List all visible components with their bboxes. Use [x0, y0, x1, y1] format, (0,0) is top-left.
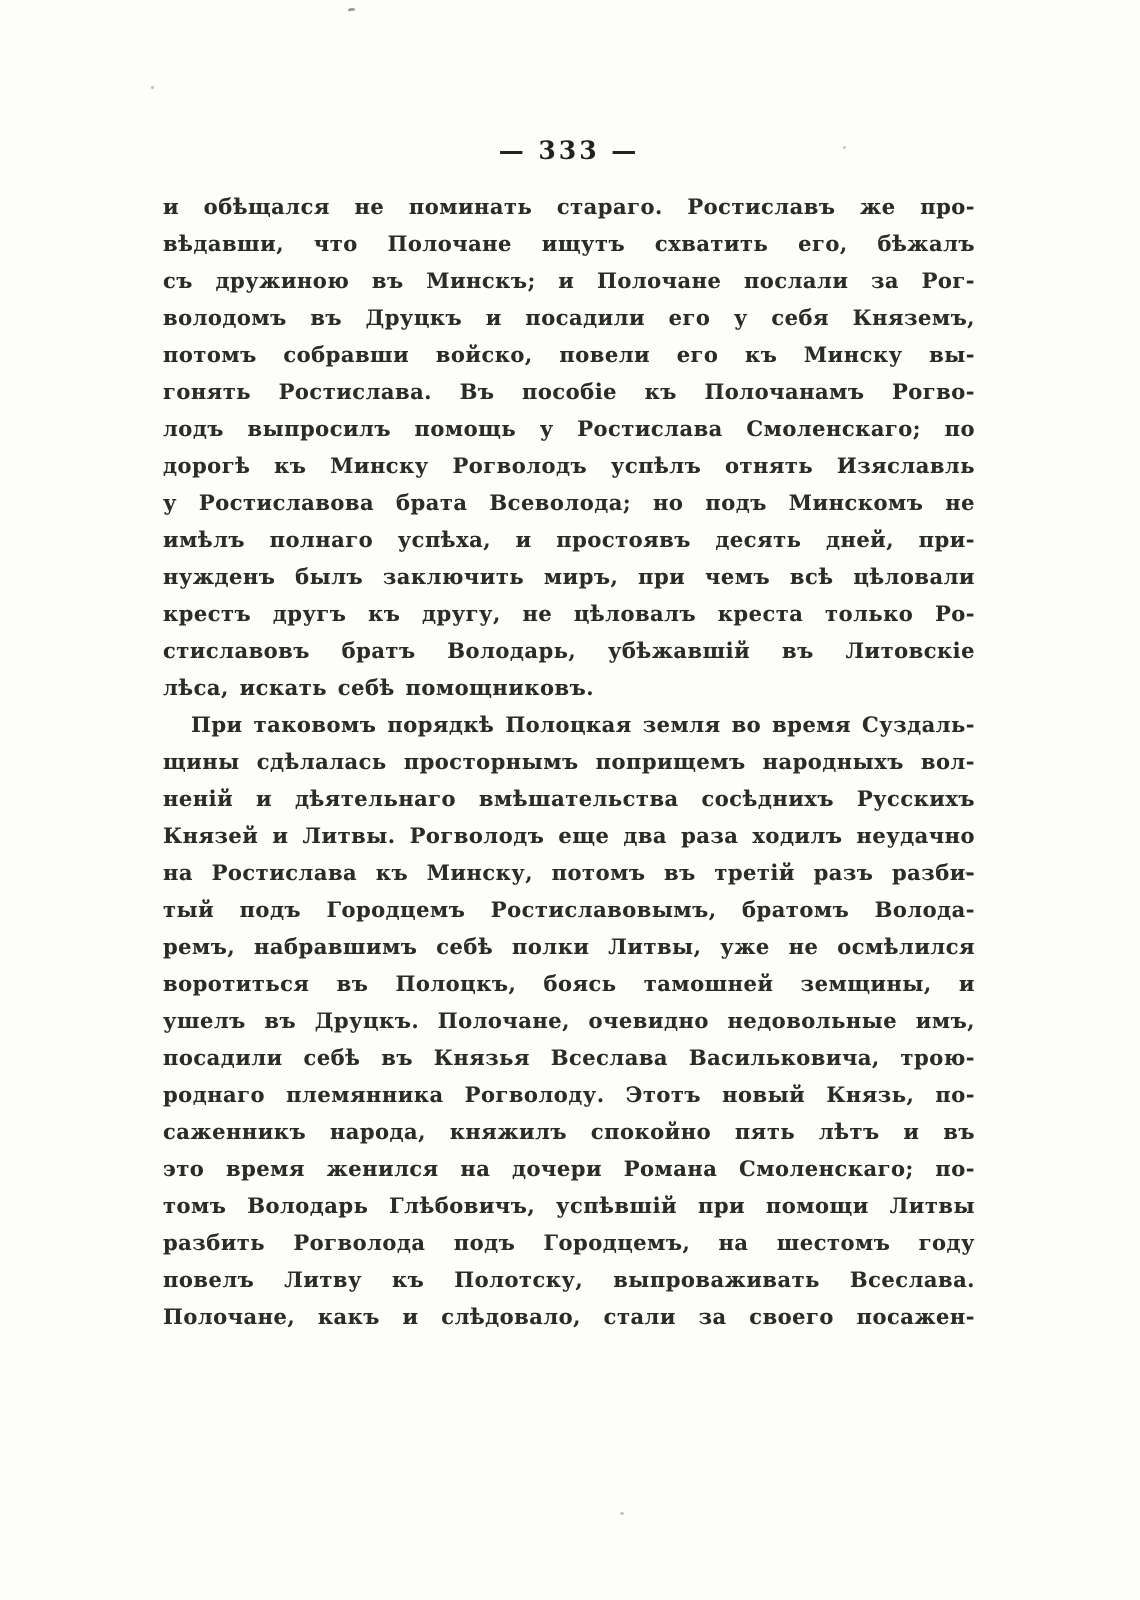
text-line: посадили себѣ въ Князья Всеслава Васильковича, трою- [163, 1045, 975, 1070]
text-block [163, 188, 975, 1335]
text-line: ушелъ въ Друцкъ. Полочане, очевидно недовольные имъ, [163, 1008, 975, 1033]
text-line: неній и дѣятельнаго вмѣшательства сосѣднихъ Русскихъ [163, 786, 975, 811]
text-line: имѣлъ полнаго успѣха, и простоявъ десять дней, при- [163, 527, 975, 552]
text-line: тый подъ Городцемъ Ростиславовымъ, братомъ Волода- [163, 897, 975, 922]
text-line: на Ростислава къ Минску, потомъ въ третій разъ разби- [163, 860, 975, 885]
scan-speck [151, 86, 154, 89]
text-line: Князей и Литвы. Рогволодъ еще два раза ходилъ неудачно [163, 823, 975, 848]
text-line: вѣдавши, что Полочане ищутъ схватить его, бѣжалъ [163, 231, 975, 256]
paragraph [163, 706, 975, 1335]
scan-speck [348, 8, 355, 12]
text-line: у Ростиславова брата Всеволода; но подъ Минскомъ не [163, 490, 975, 515]
text-line: саженникъ народа, княжилъ спокойно пять лѣтъ и въ [163, 1119, 975, 1144]
text-line: крестъ другъ къ другу, не цѣловалъ креста только Ро- [163, 601, 975, 626]
text-line: гонять Ростислава. Въ пособіе къ Полочанамъ Рогво- [163, 379, 975, 404]
text-line: съ дружиною въ Минскъ; и Полочане послали за Рог- [163, 268, 975, 293]
text-line: томъ Володарь Глѣбовичъ, успѣвшій при помощи Литвы [163, 1193, 975, 1218]
text-line: это время женился на дочери Романа Смоленскаго; по- [163, 1156, 975, 1181]
text-line: лодъ выпросилъ помощь у Ростислава Смоленскаго; по [163, 416, 975, 441]
text-line: потомъ собравши войско, повели его къ Минску вы- [163, 342, 975, 367]
text-line: дорогѣ къ Минску Рогволодъ успѣлъ отнять Изяславль [163, 453, 975, 478]
text-line: и обѣщался не поминать стараго. Ростиславъ же про- [163, 194, 975, 219]
text-line: При таковомъ порядкѣ Полоцкая земля во время Суздаль- [191, 712, 975, 737]
text-line: повелъ Литву къ Полотску, выпроваживать Всеслава. [163, 1267, 975, 1292]
text-line: разбить Рогволода подъ Городцемъ, на шестомъ году [163, 1230, 975, 1255]
text-line: воротиться въ Полоцкъ, боясь тамошней земщины, и [163, 971, 975, 996]
page-number-header: — 333 — [498, 136, 640, 165]
text-line: володомъ въ Друцкъ и посадили его у себя Княземъ, [163, 305, 975, 330]
text-line: роднаго племянника Рогволоду. Этотъ новый Князь, по- [163, 1082, 975, 1107]
text-line: щины сдѣлалась просторнымъ поприщемъ народныхъ вол- [163, 749, 975, 774]
text-line: нужденъ былъ заключить миръ, при чемъ всѣ цѣловали [163, 564, 975, 589]
text-line: Полочане, какъ и слѣдовало, стали за своего посажен- [163, 1304, 975, 1329]
text-line: стиславовъ братъ Володарь, убѣжавшій въ Литовскіе [163, 638, 975, 663]
text-line: ремъ, набравшимъ себѣ полки Литвы, уже не осмѣлился [163, 934, 975, 959]
text-line: лѣса, искать себѣ помощниковъ. [163, 675, 595, 700]
scan-speck [620, 1512, 624, 1515]
paragraph [163, 188, 975, 706]
